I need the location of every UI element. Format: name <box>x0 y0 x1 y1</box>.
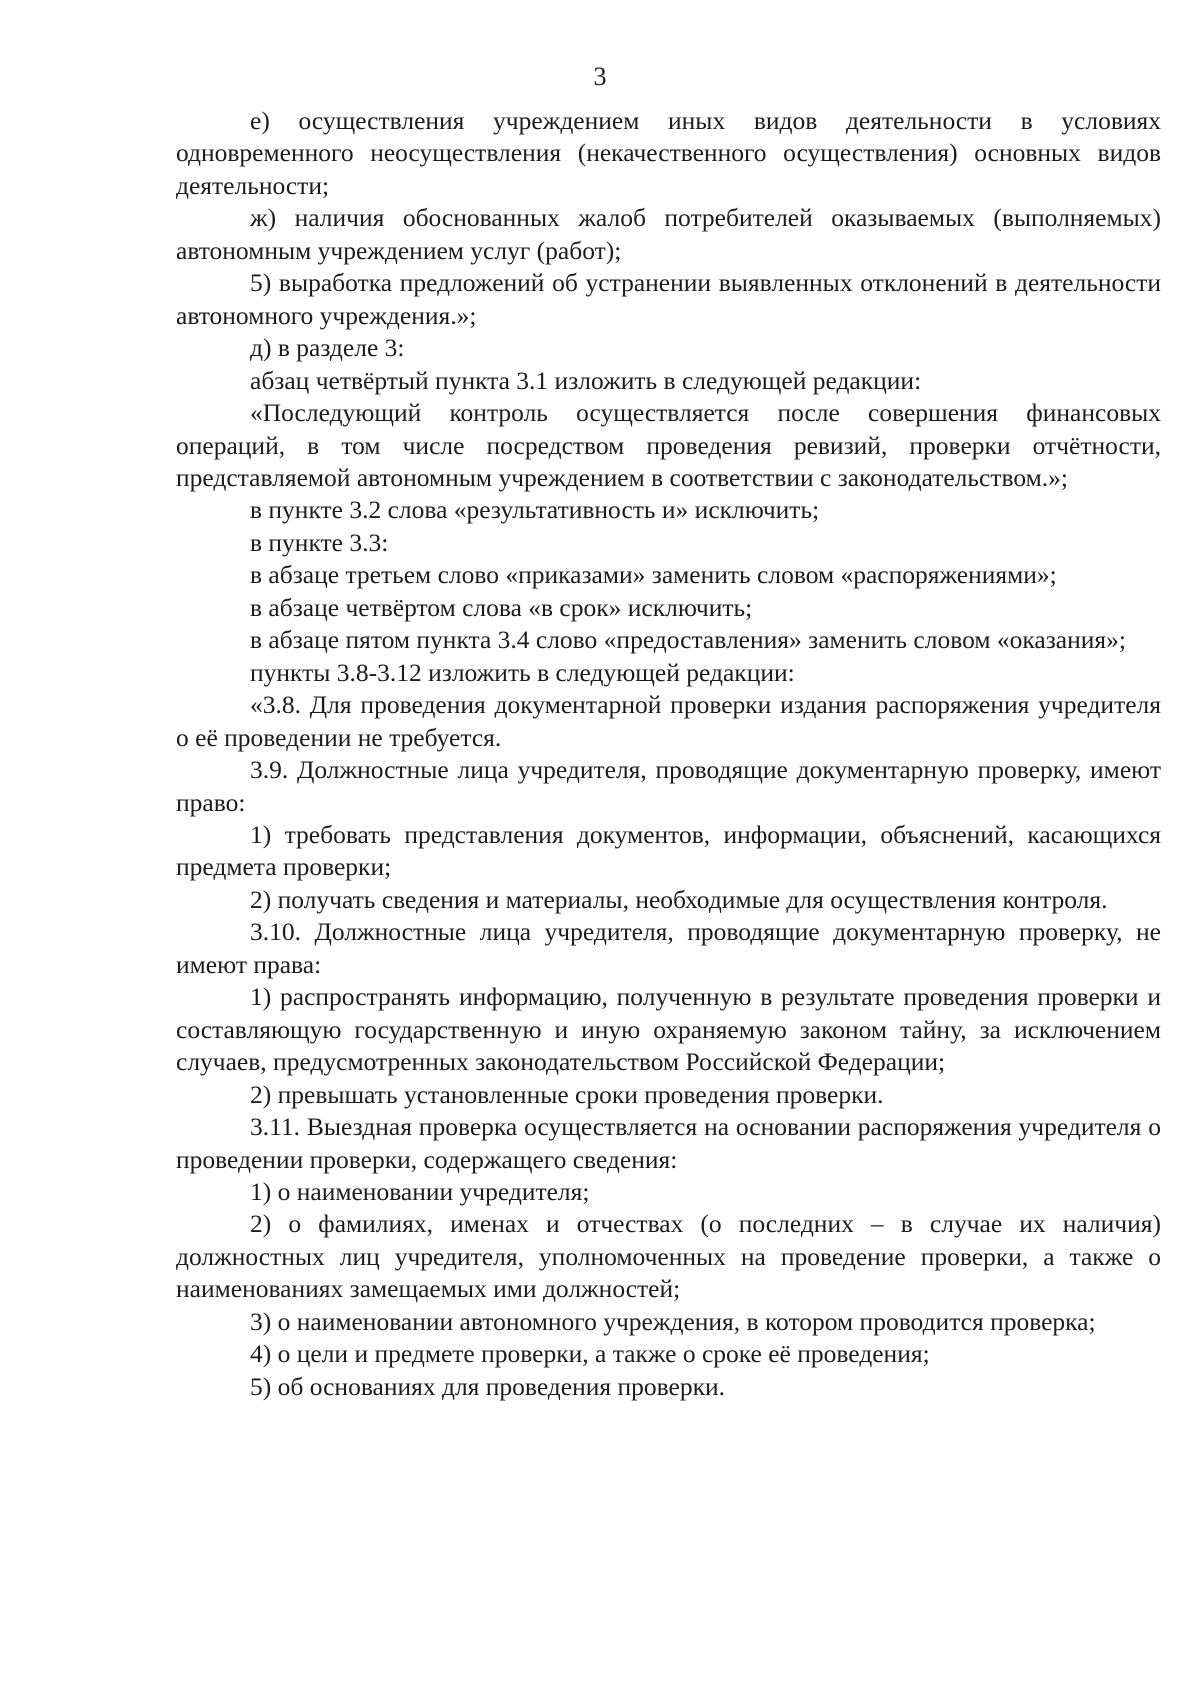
paragraph: 2) получать сведения и материалы, необходимые для осуществления контроля. <box>250 884 1108 914</box>
paragraph: в пункте 3.2 слова «результативность и» исключить; <box>250 495 820 525</box>
document-body <box>176 105 1161 1403</box>
paragraph: «3.8. Для проведения документарной проверки издания распоряжения учредителя о её проведении не требуется. <box>176 690 1161 752</box>
paragraph: 1) требовать представления документов, информации, объяснений, касающихся предмета проверки; <box>176 819 1161 882</box>
paragraph: 2) о фамилиях, именах и отчествах (о последних – в случае их наличия) должностных лиц учредителя, уполномоченных на проведение проверки, а также о наименованиях замещаемых ими должностей; <box>176 1209 1161 1304</box>
paragraph: 3.11. Выездная проверка осуществляется на основании распоряжения учредителя о проведении проверки, содержащего сведения: <box>176 1112 1161 1174</box>
paragraph: 3.9. Должностные лица учредителя, проводящие документарную проверку, имеют право: <box>176 755 1161 817</box>
paragraph: пункты 3.8-3.12 изложить в следующей редакции: <box>250 657 795 687</box>
paragraph: в пункте 3.3: <box>250 527 389 557</box>
paragraph: в абзаце третьем слово «приказами» заменить словом «распоряжениями»; <box>250 560 1057 590</box>
paragraph: 1) распространять информацию, полученную в результате проведения проверки и составляющую государственную и иную охраняемую законом тайну, за исключением случаев, предусмотренных законодательством Российской Федерации; <box>176 982 1161 1077</box>
paragraph: е) осуществления учреждением иных видов деятельности в условиях одновременного неосуществления (некачественного осуществления) основных видов деятельности; <box>176 106 1161 200</box>
page-number: 3 <box>593 62 607 91</box>
paragraph: 2) превышать установленные сроки проведения проверки. <box>250 1079 884 1109</box>
paragraph: в абзаце пятом пункта 3.4 слово «предоставления» заменить словом «оказания»; <box>250 625 1126 655</box>
paragraph: 3) о наименовании автономного учреждения, в котором проводится проверка; <box>250 1306 1096 1336</box>
paragraph: 3.10. Должностные лица учредителя, проводящие документарную проверку, не имеют права: <box>176 917 1161 979</box>
paragraph: абзац четвёртый пункта 3.1 изложить в следующей редакции: <box>250 365 922 395</box>
paragraph: 5) об основаниях для проведения проверки. <box>250 1371 726 1401</box>
paragraph: 1) о наименовании учредителя; <box>250 1176 590 1206</box>
paragraph: ж) наличия обоснованных жалоб потребителей оказываемых (выполняемых) автономным учреждением услуг (работ); <box>176 203 1161 265</box>
paragraph: д) в разделе 3: <box>250 333 405 363</box>
paragraph: 4) о цели и предмете проверки, а также о сроке её проведения; <box>250 1339 930 1369</box>
paragraph: 5) выработка предложений об устранении выявленных отклонений в деятельности автономного учреждения.»; <box>176 268 1161 330</box>
paragraph: в абзаце четвёртом слова «в срок» исключить; <box>250 592 753 622</box>
paragraph: «Последующий контроль осуществляется после совершения финансовых операций, в том числе посредством проведения ревизий, проверки отчётности, представляемой автономным учреждением в соответствии с законодательством.»; <box>176 398 1161 492</box>
